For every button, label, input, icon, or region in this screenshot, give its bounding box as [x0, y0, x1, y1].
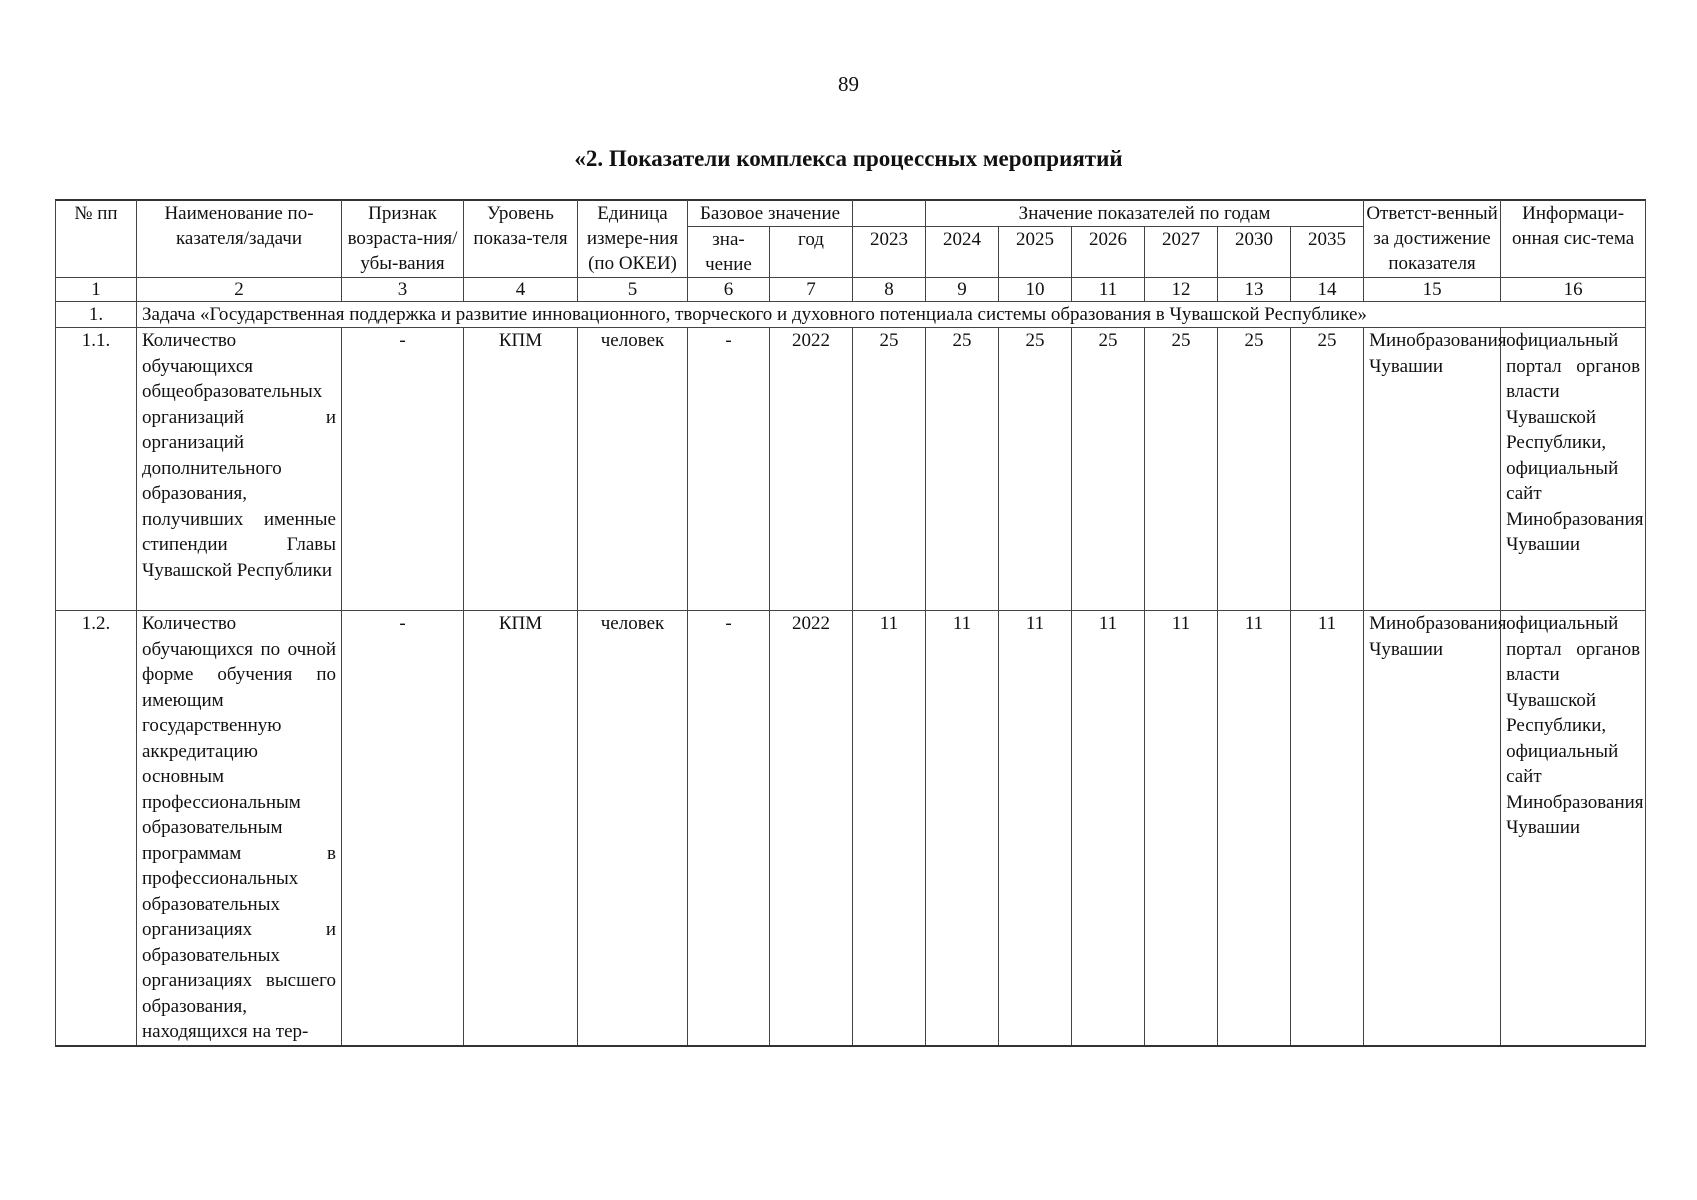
year-value: 25	[1072, 328, 1145, 611]
base-value: -	[688, 611, 770, 1046]
header-name: Наименование по-казателя/задачи	[137, 200, 342, 278]
header-year: 2035	[1291, 227, 1364, 278]
indicator-unit: человек	[578, 611, 688, 1046]
header-values-by-year: Значение показателей по годам	[926, 200, 1364, 227]
column-number: 16	[1501, 278, 1646, 302]
column-number: 4	[464, 278, 578, 302]
year-value: 25	[1218, 328, 1291, 611]
year-value: 11	[853, 611, 926, 1046]
column-number: 14	[1291, 278, 1364, 302]
row-number: 1.2.	[56, 611, 137, 1046]
year-value: 25	[926, 328, 999, 611]
table-row	[56, 328, 1646, 611]
header-year: 2024	[926, 227, 999, 278]
column-number: 15	[1364, 278, 1501, 302]
indicator-level: КПМ	[464, 611, 578, 1046]
row-number: 1.1.	[56, 328, 137, 611]
column-number: 7	[770, 278, 853, 302]
year-value: 11	[1291, 611, 1364, 1046]
year-value: 25	[999, 328, 1072, 611]
indicator-sign: -	[342, 328, 464, 611]
responsible: Минобразования Чувашии	[1364, 611, 1501, 1046]
year-value: 25	[1291, 328, 1364, 611]
indicator-unit: человек	[578, 328, 688, 611]
header-year: 2030	[1218, 227, 1291, 278]
year-value: 11	[1145, 611, 1218, 1046]
responsible: Минобразования Чувашии	[1364, 328, 1501, 611]
column-number: 10	[999, 278, 1072, 302]
column-number: 6	[688, 278, 770, 302]
column-numbers-row	[56, 278, 1646, 302]
indicator-name: Количество обучающихся по очной форме обучения по имеющим государственную аккредитацию основным профессиональным образовательным программам в профессиональных образовательных организациях и образовательных организациях высшего образования, находящихся на тер-	[137, 611, 342, 1046]
header-empty-cell	[853, 200, 926, 227]
base-year: 2022	[770, 328, 853, 611]
header-responsible: Ответст-венный за достижение показателя	[1364, 200, 1501, 278]
info-system: официальный портал органов власти Чувашской Республики, официальный сайт Минобразования Чувашии	[1501, 328, 1646, 611]
column-number: 8	[853, 278, 926, 302]
year-value: 25	[1145, 328, 1218, 611]
info-system: официальный портал органов власти Чувашской Республики, официальный сайт Минобразования Чувашии	[1501, 611, 1646, 1046]
header-unit: Единица измере-ния (по ОКЕИ)	[578, 200, 688, 278]
document-title: «2. Показатели комплекса процессных мероприятий	[574, 146, 1123, 171]
header-base-year: год	[770, 227, 853, 278]
header-year: 2025	[999, 227, 1072, 278]
year-value: 11	[999, 611, 1072, 1046]
indicator-name: Количество обучающихся общеобразовательных организаций и организаций дополнительного образования, получивших именные стипендии Главы Чувашской Республики	[137, 328, 342, 611]
base-year: 2022	[770, 611, 853, 1046]
indicator-sign: -	[342, 611, 464, 1046]
column-number: 12	[1145, 278, 1218, 302]
header-year: 2026	[1072, 227, 1145, 278]
year-value: 11	[1072, 611, 1145, 1046]
header-year: 2023	[853, 227, 926, 278]
header-sign: Признак возраста-ния/убы-вания	[342, 200, 464, 278]
year-value: 11	[926, 611, 999, 1046]
column-number: 3	[342, 278, 464, 302]
task-text: Задача «Государственная поддержка и развитие инновационного, творческого и духовного потенциала системы образования в Чувашской Республике»	[137, 302, 1646, 328]
header-level: Уровень показа-теля	[464, 200, 578, 278]
column-number: 13	[1218, 278, 1291, 302]
header-info-system: Информаци-онная сис-тема	[1501, 200, 1646, 278]
year-value: 11	[1218, 611, 1291, 1046]
task-number: 1.	[56, 302, 137, 328]
header-year: 2027	[1145, 227, 1218, 278]
indicator-level: КПМ	[464, 328, 578, 611]
page-number: 89	[838, 72, 859, 96]
column-number: 11	[1072, 278, 1145, 302]
base-value: -	[688, 328, 770, 611]
column-number: 9	[926, 278, 999, 302]
column-number: 1	[56, 278, 137, 302]
header-base-value: зна-чение	[688, 227, 770, 278]
column-number: 5	[578, 278, 688, 302]
indicators-table	[55, 199, 1646, 1047]
year-value: 25	[853, 328, 926, 611]
header-base: Базовое значение	[688, 200, 853, 227]
table-row	[56, 611, 1646, 1046]
column-number: 2	[137, 278, 342, 302]
task-row	[56, 302, 1646, 328]
header-num: № пп	[56, 200, 137, 278]
